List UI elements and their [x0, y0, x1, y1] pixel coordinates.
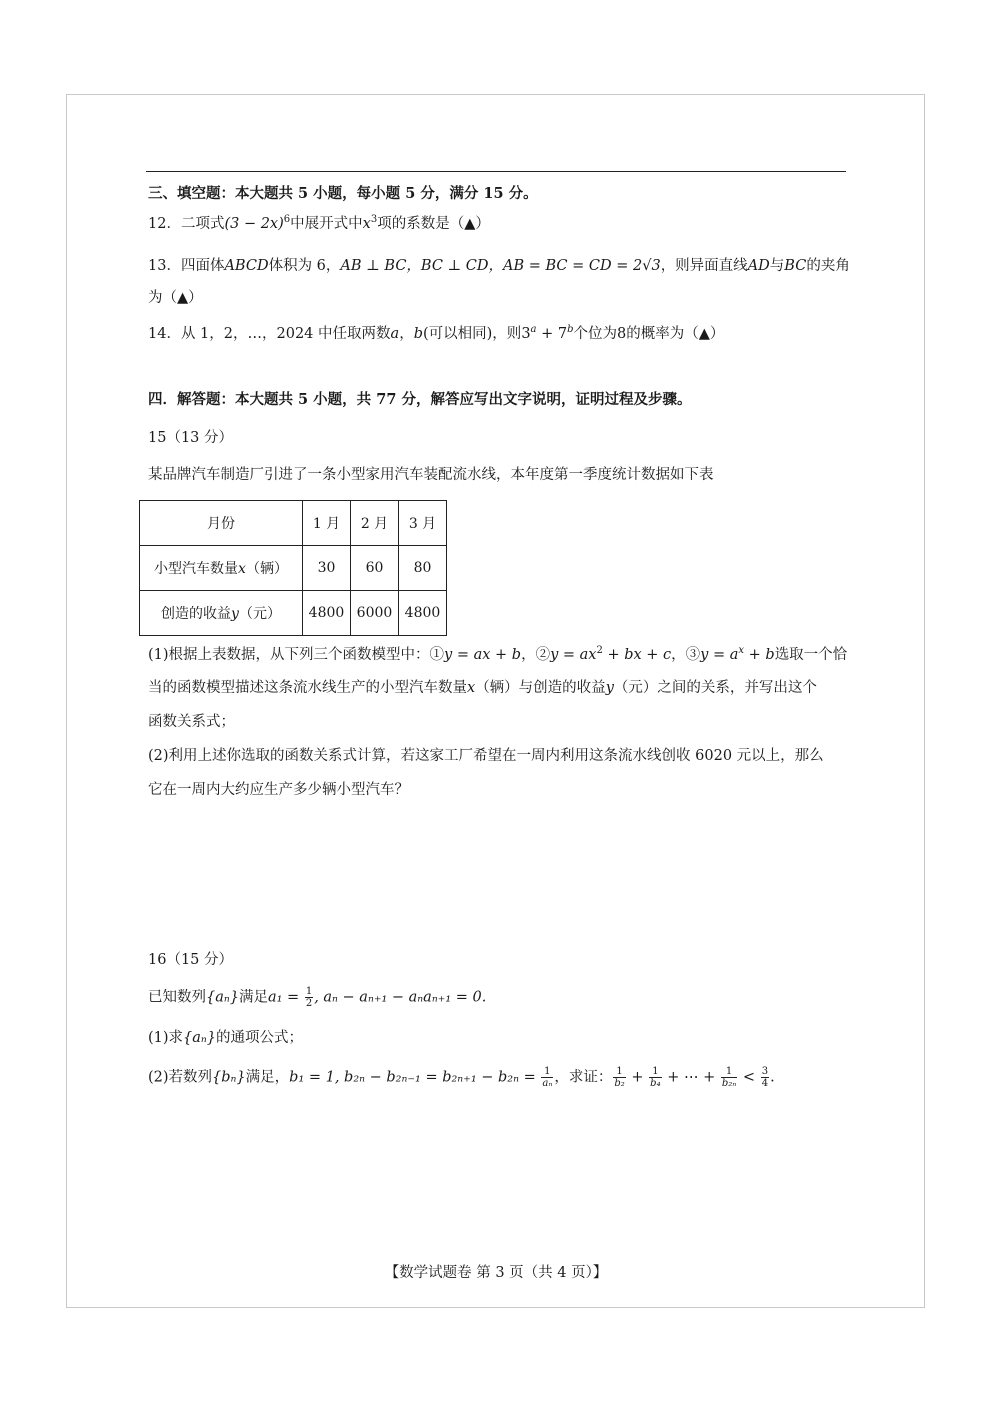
- q16-a1: a₁ =: [267, 989, 304, 1006]
- table-row-label: [140, 591, 303, 636]
- q16-b-recurrence: b₁ = 1, b₂ₙ − b₂ₙ₋₁ = b₂ₙ₊₁ − b₂ₙ =: [289, 1069, 541, 1086]
- frac-den: aₙ: [542, 1078, 553, 1089]
- frac-den: b₂: [614, 1078, 625, 1089]
- table-row: [140, 546, 447, 591]
- model-quadratic-rest: + bx + c: [602, 647, 672, 663]
- q13-text-d: 的夹角: [806, 258, 850, 274]
- q13-text-c: 与: [769, 258, 785, 274]
- table-cell: 30: [303, 546, 351, 591]
- section-3-heading: 三、填空题：本大题共 5 小题，每小题 5 分，满分 15 分。: [148, 185, 538, 202]
- frac-num: 3: [761, 1066, 769, 1077]
- q16-given: [148, 986, 486, 1009]
- q16-seq-b: {bₙ}: [212, 1069, 246, 1086]
- table-row: [140, 591, 447, 636]
- q16-prove-text: ，求证：: [554, 1069, 613, 1086]
- question-12: [148, 214, 490, 234]
- frac-den: 4: [761, 1078, 769, 1089]
- q15-part1-line2: [148, 678, 817, 698]
- q14-exp-a: a: [530, 324, 537, 336]
- q16-p1-text: (1)求: [148, 1030, 184, 1046]
- q16-p2-text-mid: 满足，: [245, 1069, 290, 1086]
- q15-intro: 某品牌汽车制造厂引进了一条小型家用汽车装配流水线，本年度第一季度统计数据如下表: [148, 467, 714, 483]
- p1-text: 当的函数模型描述这条流水线生产的小型汽车数量: [148, 680, 467, 696]
- fraction-half: [305, 986, 313, 1009]
- frac-num: 1: [649, 1066, 661, 1078]
- table-header-cell: 2 月: [351, 501, 399, 546]
- q12-var-exponent: 3: [370, 214, 378, 226]
- paper-sheet: [66, 94, 925, 1308]
- q14-sep: ，: [399, 326, 414, 342]
- q12-text-mid: 中展开式中: [290, 216, 363, 232]
- q15-part1-line3: 函数关系式；: [148, 714, 235, 730]
- p1-text-end: 选取一个恰: [774, 647, 848, 663]
- q14-text: 14．从 1，2，…，2024 中任取两数: [148, 326, 391, 342]
- table-row-label: [140, 546, 303, 591]
- q16-part1: [148, 1028, 303, 1048]
- p1-text-mid: （辆）与创造的收益: [475, 680, 606, 696]
- table-row: [140, 501, 447, 546]
- page-footer: 【数学试题卷 第 3 页（共 4 页）】: [384, 1265, 608, 1281]
- q13-line-bc: BC: [784, 258, 807, 274]
- p1-sep: ，③: [671, 647, 701, 663]
- q16-less-than: <: [738, 1069, 760, 1086]
- p1-var-y: y: [605, 680, 614, 696]
- q14-plus: +: [536, 326, 558, 342]
- fraction-one-over-b2: [613, 1066, 625, 1089]
- label-unit: （元）: [238, 606, 281, 622]
- frac-den: b₄: [650, 1078, 661, 1089]
- label-variable: y: [231, 606, 239, 622]
- p1-text-end: （元）之间的关系，并写出这个: [613, 680, 817, 696]
- question-13-line2: 为（▲）: [148, 290, 203, 306]
- q16-recurrence: , aₙ − aₙ₊₁ − aₙaₙ₊₁ = 0.: [314, 989, 487, 1006]
- q14-var-a: a: [390, 326, 400, 342]
- table-cell: 60: [351, 546, 399, 591]
- p1-sep: ，②: [521, 647, 551, 663]
- q12-expression: (3 − 2x): [224, 216, 284, 232]
- fraction-one-over-an: [541, 1066, 553, 1089]
- label-unit: （辆）: [245, 561, 288, 577]
- p1-var-x: x: [467, 680, 476, 696]
- model-exponential-exp: x: [738, 645, 745, 657]
- frac-num: 1: [305, 986, 313, 997]
- q13-conditions: AB ⊥ BC，BC ⊥ CD，AB = BC = CD = 2√3: [340, 258, 661, 274]
- q16-period: .: [770, 1069, 775, 1086]
- question-14: [148, 324, 724, 344]
- frac-num: 1: [613, 1066, 625, 1078]
- q14-text-mid: (可以相同)，则: [422, 326, 522, 342]
- label-variable: x: [238, 561, 246, 577]
- q14-exp-b: b: [567, 324, 574, 336]
- model-exponential-rest: + b: [744, 647, 775, 663]
- frac-num: 1: [721, 1066, 737, 1078]
- q16-text-mid: 满足: [238, 989, 268, 1006]
- q14-base-3: 3: [521, 326, 531, 342]
- q12-text: 二项式: [180, 216, 225, 232]
- model-quadratic: y = ax: [550, 647, 597, 663]
- fraction-one-over-b2n: [721, 1066, 737, 1089]
- table-cell: 6000: [351, 591, 399, 636]
- q15-part1-line1: [148, 645, 847, 665]
- fraction-one-over-b4: [649, 1066, 661, 1089]
- q13-tetrahedron: ABCD: [224, 258, 269, 274]
- table-cell: 80: [399, 546, 447, 591]
- q12-number: 12．: [148, 216, 181, 232]
- q15-part2-line2: 它在一周内大约应生产多少辆小型汽车？: [148, 782, 409, 798]
- table-header-cell: 1 月: [303, 501, 351, 546]
- q13-line-ad: AD: [747, 258, 770, 274]
- frac-den: b₂ₙ: [721, 1078, 737, 1089]
- q16-dots: + ⋯ +: [662, 1069, 720, 1086]
- frac-num: 1: [541, 1066, 553, 1078]
- label-text: 小型汽车数量: [154, 561, 239, 577]
- q16-part2: (2)若数列{bₙ}满足，b₁ = 1, b₂ₙ − b₂ₙ₋₁ = b₂ₙ₊₁ − b₂ₙ = $\frac{1}{\text{aₙ}}$ ，求证： $\frac{1}{\text{b₂}}$ + $\frac{1}{\text{b₄}}$ + ⋯ + $\frac{1}{\text{b₂ₙ}}$ < $\frac{3}{4}$ .: [148, 1066, 775, 1089]
- q16-p2-text: (2)若数列: [148, 1069, 213, 1086]
- table-header-cell: 月份: [140, 501, 303, 546]
- q16-p1-text-end: 的通项公式；: [216, 1030, 304, 1046]
- q14-text-end: 个位为8的概率为（▲）: [573, 326, 725, 342]
- q15-data-table: [139, 500, 447, 636]
- label-text: 创造的收益: [161, 606, 232, 622]
- q16-seq-a: {aₙ}: [206, 989, 239, 1006]
- q12-text-end: 项的系数是（▲）: [377, 216, 490, 232]
- question-13-line1: [148, 256, 850, 276]
- q12-exponent: 6: [283, 214, 291, 226]
- table-cell: 4800: [399, 591, 447, 636]
- q12-variable: x: [362, 216, 371, 232]
- q15-part2-line1: (2)利用上述你选取的函数关系式计算，若这家工厂希望在一周内利用这条流水线创收 6020 元以上，那么: [148, 748, 824, 764]
- q16-text: 已知数列: [148, 989, 206, 1006]
- q13-text: 13．四面体: [148, 258, 225, 274]
- fraction-three-quarters: [761, 1066, 769, 1089]
- frac-den: 2: [305, 998, 313, 1009]
- q16-title: 16（15 分）: [148, 952, 234, 968]
- model-exponential: y = a: [700, 647, 739, 663]
- q14-var-b: b: [413, 326, 423, 342]
- q14-base-7: 7: [557, 326, 568, 342]
- q13-volume: 体积为 6，: [268, 258, 341, 274]
- model-linear: y = ax + b: [444, 647, 522, 663]
- table-cell: 4800: [303, 591, 351, 636]
- header-rule: [146, 171, 846, 172]
- q15-title: 15（13 分）: [148, 430, 234, 446]
- q16-p1-seq: {aₙ}: [183, 1030, 217, 1046]
- section-4-heading: 四．解答题：本大题共 5 小题，共 77 分，解答应写出文字说明，证明过程及步骤。: [148, 391, 692, 408]
- q13-text-b: ，则异面直线: [660, 258, 748, 274]
- model-quadratic-exp: 2: [596, 645, 603, 657]
- table-header-cell: 3 月: [399, 501, 447, 546]
- p1-text: (1)根据上表数据，从下列三个函数模型中：①: [148, 647, 445, 663]
